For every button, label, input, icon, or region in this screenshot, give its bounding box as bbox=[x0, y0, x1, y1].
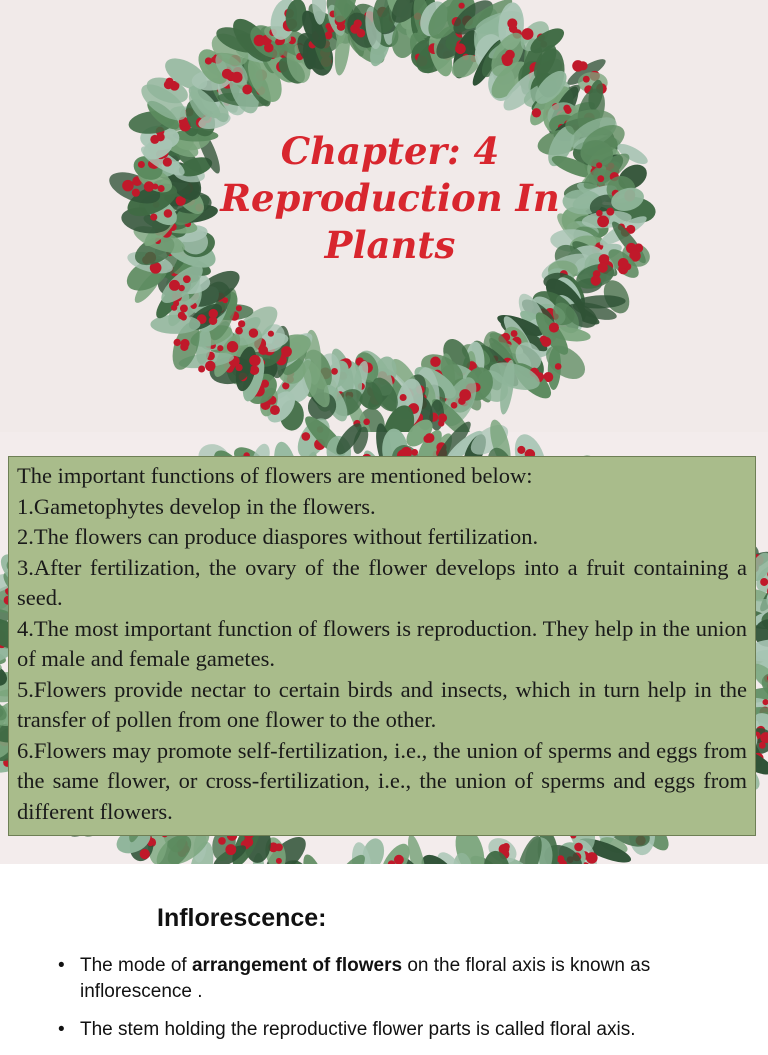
wreath-berry bbox=[563, 105, 570, 112]
wreath-berry bbox=[555, 363, 562, 370]
item-text: Flowers provide nectar to certain birds and insects, which in turn help in the transfer of pollen from one flower to the other. bbox=[17, 676, 747, 732]
wreath-berry bbox=[597, 175, 604, 182]
wreath-berry bbox=[511, 330, 518, 337]
wreath-berry bbox=[354, 19, 362, 27]
wreath-berry bbox=[517, 446, 525, 454]
wreath-berry bbox=[598, 262, 608, 272]
wreath-berry bbox=[583, 76, 590, 83]
chapter-title-line: Reproduction In bbox=[220, 176, 560, 220]
bullet-text: on the floral axis is known as inflorescence . bbox=[80, 955, 651, 1002]
wreath-berry bbox=[574, 843, 583, 852]
wreath-berry bbox=[250, 365, 260, 375]
wreath-berry bbox=[174, 339, 181, 346]
wreath-berry bbox=[270, 405, 280, 415]
wreath-berry bbox=[586, 852, 598, 864]
item-number: 5. bbox=[17, 676, 34, 702]
wreath-berry bbox=[337, 22, 346, 31]
wreath-berry bbox=[455, 43, 466, 54]
wreath-berry bbox=[459, 389, 471, 401]
wreath-berry bbox=[458, 3, 464, 9]
wreath-berry bbox=[596, 210, 603, 217]
wreath-berry bbox=[268, 331, 274, 337]
wreath-berry bbox=[549, 322, 559, 332]
functions-slide bbox=[0, 432, 768, 864]
item-number: 2. bbox=[17, 524, 34, 549]
wreath-berry bbox=[231, 72, 242, 83]
wreath-berry bbox=[276, 858, 282, 864]
wreath-berry bbox=[759, 742, 766, 749]
item-text: The flowers can produce diaspores without fertilization. bbox=[33, 524, 539, 549]
wreath-berry bbox=[275, 843, 283, 851]
wreath-berry bbox=[760, 578, 768, 586]
function-item bbox=[17, 553, 747, 614]
wreath-berry bbox=[225, 844, 236, 855]
wreath-berry bbox=[180, 343, 188, 351]
item-text: Gametophytes develop in the flowers. bbox=[33, 493, 376, 519]
wreath-berry bbox=[618, 258, 629, 269]
functions-text-box bbox=[8, 456, 756, 836]
item-number: 3. bbox=[17, 554, 34, 580]
wreath-berry bbox=[180, 304, 188, 312]
wreath-berry bbox=[357, 29, 366, 38]
bullet-text: The stem holding the reproductive flower parts is called floral axis. bbox=[80, 1019, 636, 1040]
function-item bbox=[17, 736, 747, 828]
item-text: After fertilization, the ovary of the flower develops into a fruit containing a seed. bbox=[17, 554, 747, 610]
wreath-berry bbox=[438, 413, 447, 422]
wreath-berry bbox=[451, 402, 458, 409]
wreath-berry bbox=[591, 275, 601, 285]
wreath-berry bbox=[242, 85, 252, 95]
wreath-berry bbox=[217, 345, 223, 351]
wreath-berry bbox=[227, 341, 238, 352]
wreath-berry bbox=[540, 336, 548, 344]
wreath-berry bbox=[150, 213, 157, 220]
wreath-berry bbox=[363, 419, 370, 426]
title-slide bbox=[0, 0, 768, 432]
item-number: 4. bbox=[17, 615, 34, 641]
function-item bbox=[17, 614, 747, 675]
wreath-berry bbox=[532, 108, 541, 117]
wreath-berry bbox=[173, 300, 179, 306]
bullet-text: The mode of bbox=[80, 955, 192, 976]
wreath-berry bbox=[430, 357, 440, 367]
wreath-berry bbox=[400, 394, 407, 401]
item-text: The most important function of flowers is reproduction. They help in the union of male and female gametes. bbox=[17, 615, 747, 671]
wreath-berry bbox=[501, 53, 511, 63]
bullet-item bbox=[56, 953, 736, 1005]
inflorescence-slide bbox=[0, 864, 768, 1040]
wreath-berry bbox=[205, 57, 212, 64]
functions-intro: The important functions of flowers are mentioned below: bbox=[17, 463, 533, 488]
wreath-berry bbox=[152, 184, 158, 190]
item-text: Flowers may promote self-fertilization, i.e., the union of sperms and eggs from the same flower, or cross-fertilization, i.e., the union of sperms and eggs from different flowers. bbox=[17, 737, 747, 824]
wreath-berry bbox=[507, 18, 517, 28]
wreath-berry bbox=[301, 432, 310, 441]
inflorescence-heading: Inflorescence: bbox=[157, 904, 327, 932]
item-number: 6. bbox=[17, 737, 34, 763]
wreath-berry bbox=[606, 208, 614, 216]
bullet-bold-text: arrangement of flowers bbox=[191, 955, 403, 976]
inflorescence-bullets bbox=[56, 953, 736, 1055]
wreath-berry bbox=[596, 162, 602, 168]
wreath-berry bbox=[249, 328, 258, 337]
function-item bbox=[17, 522, 747, 553]
wreath-berry bbox=[198, 366, 205, 373]
wreath-berry bbox=[122, 180, 134, 192]
wreath-berry bbox=[183, 275, 191, 283]
chapter-title-line: Plants bbox=[324, 223, 456, 267]
wreath-berry bbox=[180, 314, 186, 320]
wreath-berry bbox=[235, 327, 243, 335]
wreath-berry bbox=[164, 209, 173, 218]
wreath-berry bbox=[163, 158, 172, 167]
bullet-item bbox=[56, 1017, 736, 1043]
wreath-berry bbox=[132, 189, 140, 197]
function-item bbox=[17, 492, 747, 523]
wreath-berry bbox=[205, 361, 215, 371]
wreath-berry bbox=[140, 849, 150, 859]
wreath-berry bbox=[156, 133, 165, 142]
wreath-berry bbox=[209, 309, 218, 318]
chapter-title-line: Chapter: 4 bbox=[280, 129, 500, 173]
wreath-berry bbox=[138, 161, 145, 168]
wreath-berry bbox=[264, 43, 274, 53]
wreath-berry bbox=[331, 368, 338, 375]
item-number: 1. bbox=[17, 493, 34, 519]
wreath-berry bbox=[572, 60, 583, 71]
wreath-berry bbox=[218, 837, 226, 845]
wreath-berry bbox=[238, 320, 245, 327]
wreath-berry bbox=[259, 346, 268, 355]
wreath-berry bbox=[249, 355, 260, 366]
wreath-berry bbox=[169, 280, 180, 291]
wreath-berry bbox=[522, 28, 534, 40]
function-item bbox=[17, 675, 747, 736]
wreath-berry bbox=[411, 449, 418, 456]
wreath-berry bbox=[236, 305, 242, 311]
wreath-berry bbox=[254, 35, 266, 47]
chapter-title bbox=[200, 128, 580, 269]
wreath-berry bbox=[425, 433, 435, 443]
wreath-berry bbox=[158, 185, 165, 192]
wreath-berry bbox=[597, 215, 609, 227]
